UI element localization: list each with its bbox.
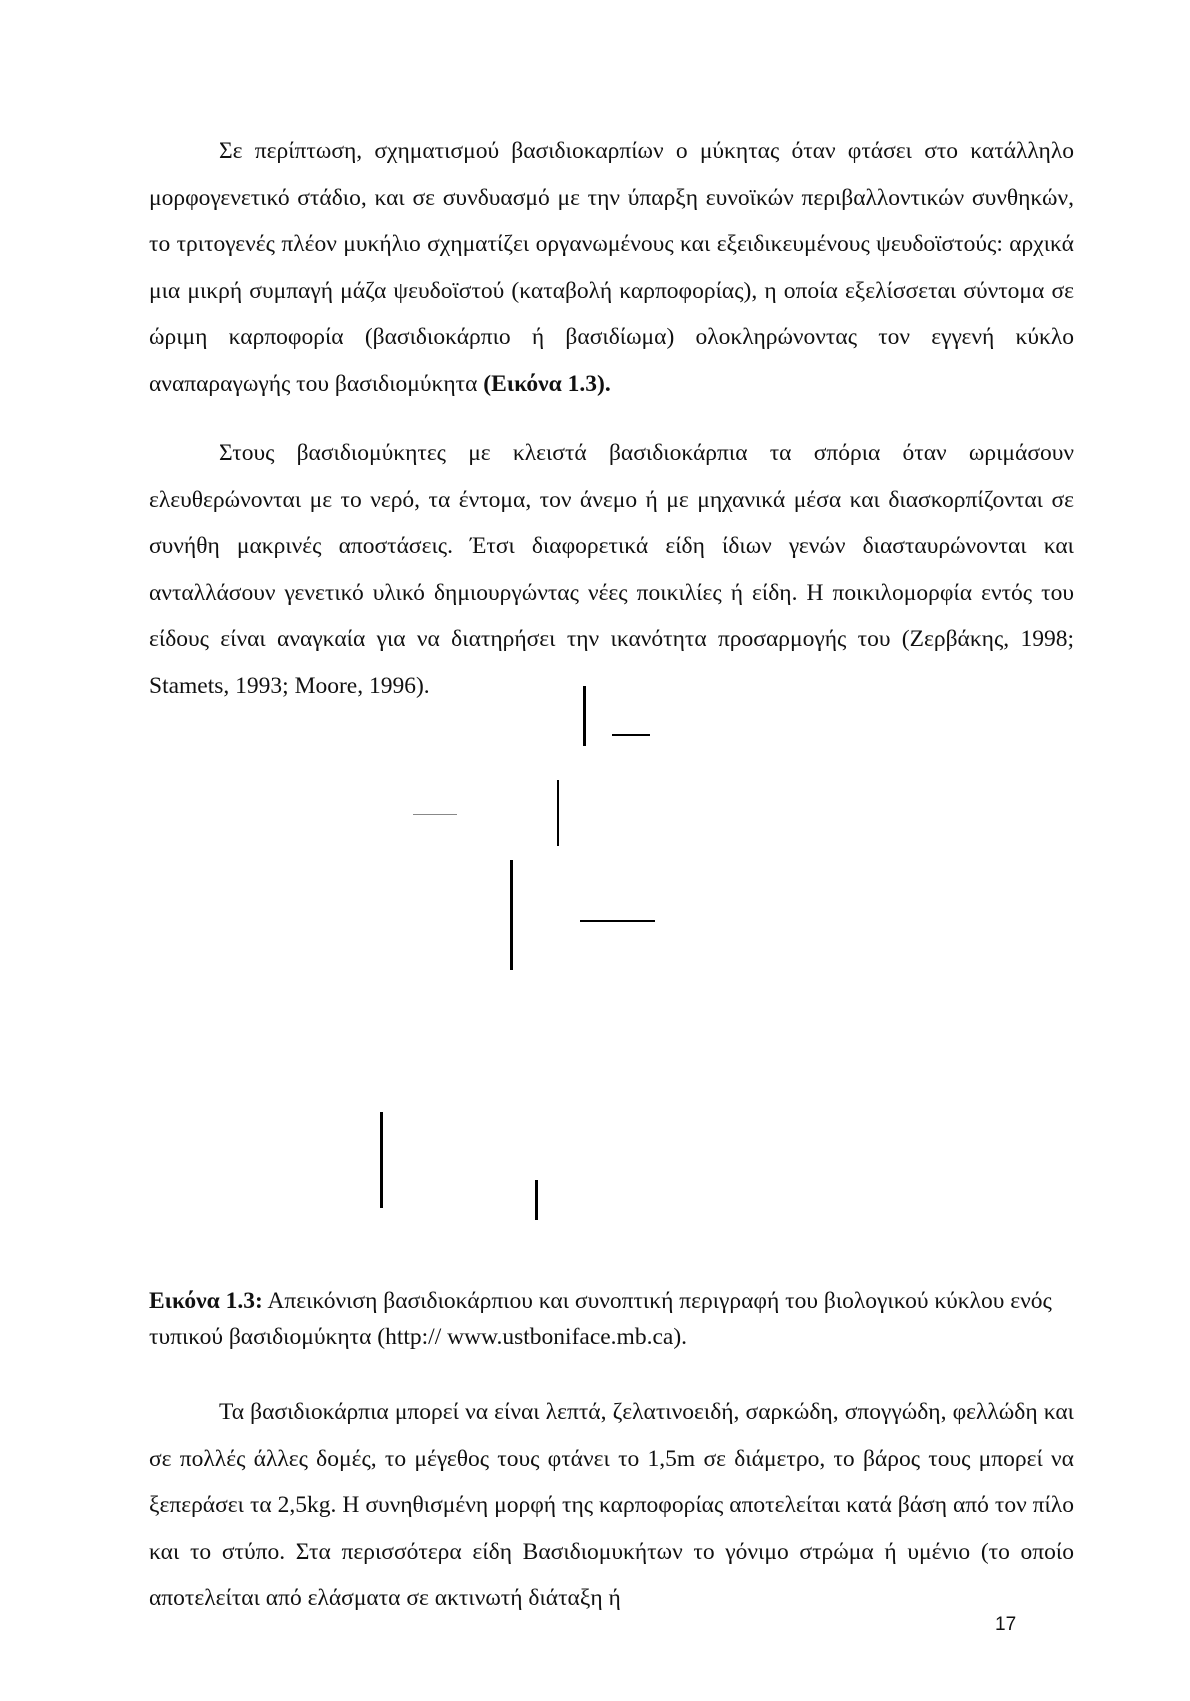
paragraph-1: [149, 128, 1074, 407]
page-number: 17: [995, 1614, 1017, 1635]
paragraph-2: [149, 430, 1074, 709]
figure-reference: (Εικόνα 1.3).: [483, 370, 611, 397]
figure-line: [510, 860, 513, 970]
figure-line: [535, 1180, 538, 1220]
caption-label: Εικόνα 1.3:: [149, 1288, 263, 1314]
figure-line: [612, 734, 650, 736]
paragraph-2-text: Στους βασιδιομύκητες με κλειστά βασιδιοκάρπια τα σπόρια όταν ωριμάσουν ελευθερώνονται με το νερό, τα έντομα, τον άνεμο ή με μηχανικά μέσα και διασκορπίζονται σε συνήθη μακρινές αποστάσεις. Έτσι διαφορετικά είδη ίδιων γενών διασταυρώνονται και ανταλλάσουν γενετικό υλικό δημιουργώντας νέες ποικιλίες ή είδη. Η ποικιλομορφία εντός του είδους είναι αναγκαία για να διατηρήσει την ικανότητα προσαρμογής του (Ζερβάκης, 1998; Stamets, 1993; Moore, 1996).: [149, 440, 1074, 699]
paragraph-1-text: Σε περίπτωση, σχηματισμού βασιδιοκαρπίων ο μύκητας όταν φτάσει στο κατάλληλο μορφογενετικό στάδιο, και σε συνδυασμό με την ύπαρξη ευνοϊκών περιβαλλοντικών συνθηκών, το τριτογενές πλέον μυκήλιο σχηματίζει οργανωμένους και εξειδικευμένους ψευδοϊστούς: αρχικά μια μικρή συμπαγή μάζα ψευδοϊστού (καταβολή καρποφορίας), η οποία εξελίσσεται σύντομα σε ώριμη καρποφορία (βασιδιοκάρπιο ή βασιδίωμα) ολοκληρώνοντας τον εγγενή κύκλο αναπαραγωγής του βασιδιομύκητα: [149, 138, 1074, 397]
paragraph-3-text: Τα βασιδιοκάρπια μπορεί να είναι λεπτά, ζελατινοειδή, σαρκώδη, σπογγώδη, φελλώδη και σε πολλές άλλες δομές, το μέγεθος τους φτάνει το 1,5m σε διάμετρο, το βάρος τους μπορεί να ξεπεράσει τα 2,5kg. Η συνηθισμένη μορφή της καρποφορίας αποτελείται κατά βάση από τον πίλο και το στύπο. Στα περισσότερα είδη Βασιδιομυκήτων το γόνιμο στρώμα ή υμένιο (το οποίο αποτελείται από ελάσματα σε ακτινωτή διάταξη ή: [149, 1399, 1074, 1611]
figure-line: [557, 780, 559, 846]
figure-line: [413, 814, 457, 815]
paragraph-3: [149, 1389, 1074, 1622]
figure-line: [380, 1112, 383, 1208]
figure-line: [583, 686, 586, 746]
caption-text: Απεικόνιση βασιδιοκάρπιου και συνοπτική περιγραφή του βιολογικού κύκλου ενός τυπικού βασιδιομύκητα (http:// www.ustboniface.mb.ca).: [149, 1288, 1052, 1350]
figure-line: [580, 920, 655, 922]
figure-caption: [149, 1283, 1074, 1355]
figure-image: [380, 700, 780, 1220]
